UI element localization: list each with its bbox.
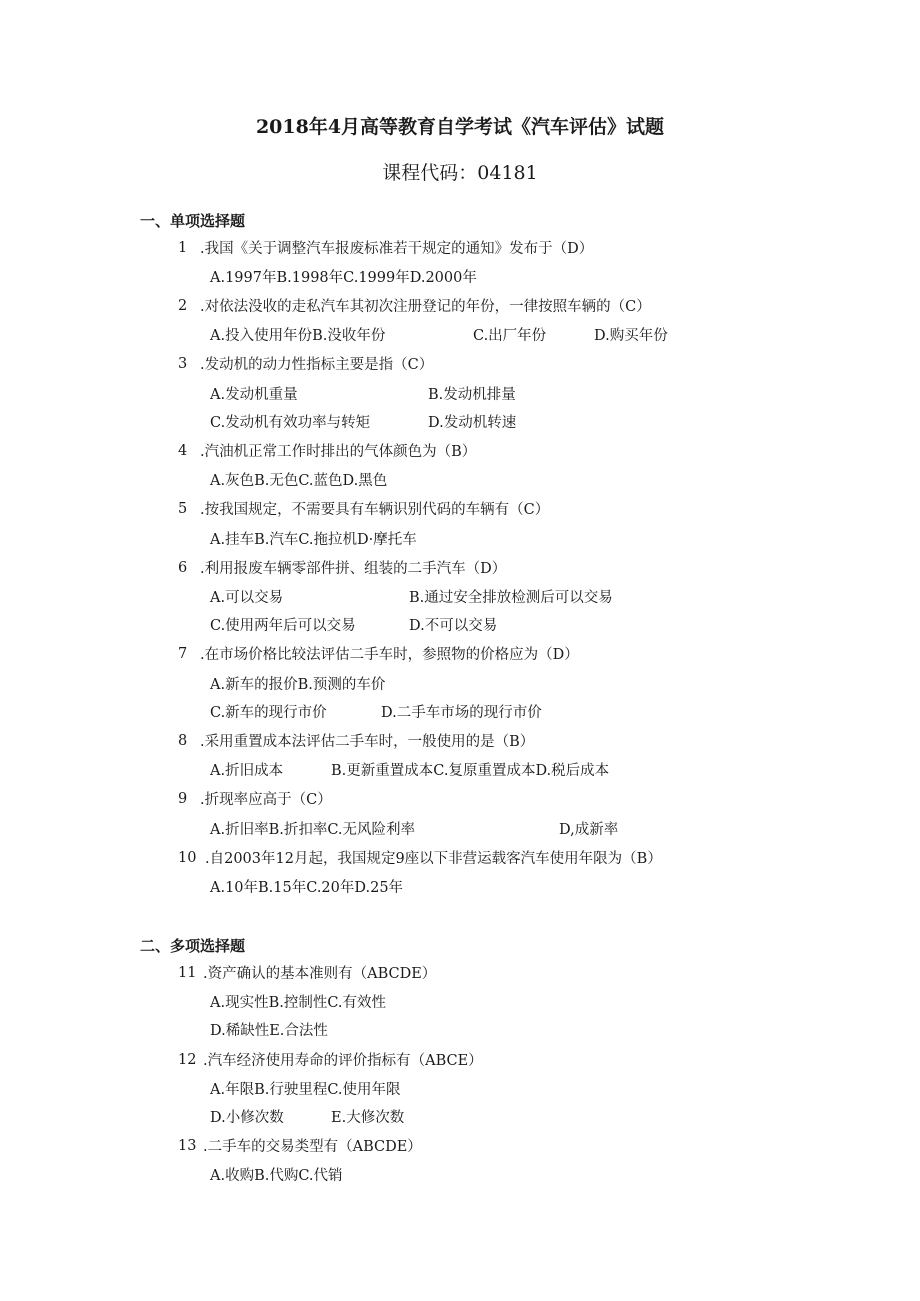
question-text: .在市场价格比较法评估二手车时，参照物的价格应为（D）: [200, 647, 579, 663]
question-text: .发动机的动力性指标主要是指（C）: [200, 357, 434, 373]
option-line: A.灰色B.无色C.蓝色D.黑色: [210, 473, 388, 489]
section-heading-multiple: 二、多项选择题: [140, 937, 246, 955]
question-number: 12: [178, 1052, 197, 1068]
question-text: .折现率应高于（C）: [200, 792, 332, 808]
course-code: 课程代码：04181: [382, 162, 538, 184]
question-text: .资产确认的基本准则有（ABCDE）: [203, 966, 437, 982]
option-line: D.稀缺性E.合法性: [210, 1023, 328, 1039]
question-number: 7: [178, 646, 188, 662]
option-a: A.可以交易: [210, 590, 284, 606]
question-number: 6: [178, 560, 188, 576]
option-line: A.折旧率B.折扣率C.无风险利率: [210, 822, 416, 838]
option-b: B.通过安全排放检测后可以交易: [409, 590, 613, 606]
question-number: 8: [178, 733, 188, 749]
option-line: A.收购B.代购C.代销: [210, 1168, 343, 1184]
option-d: D,成新率: [559, 822, 619, 838]
question-number: 2: [178, 298, 188, 314]
option-d: D.小修次数: [210, 1110, 284, 1126]
option-a: A.折旧成本: [210, 763, 284, 779]
question-number: 11: [178, 965, 197, 981]
option-c: C.出厂年份: [473, 328, 547, 344]
option-line: A.年限B.行驶里程C.使用年限: [210, 1082, 401, 1098]
option-a: A.发动机重量: [210, 387, 298, 403]
question-number: 1: [178, 240, 188, 256]
option-line: A.投入使用年份B.没收年份: [210, 328, 386, 344]
option-line: A.现实性B.控制性C.有效性: [210, 995, 387, 1011]
question-number: 10: [178, 850, 197, 866]
question-text: .对依法没收的走私汽车其初次注册登记的年份，一律按照车辆的（C）: [200, 299, 651, 315]
question-text: .我国《关于调整汽车报废标准若干规定的通知》发布于（D）: [200, 241, 594, 257]
option-c: C.发动机有效功率与转矩: [210, 415, 371, 431]
question-text: .二手车的交易类型有（ABCDE）: [203, 1139, 422, 1155]
question-number: 4: [178, 443, 188, 459]
option-d: D.二手车市场的现行市价: [381, 705, 542, 721]
question-number: 13: [178, 1138, 197, 1154]
page-title: 2018年4月高等教育自学考试《汽车评估》试题: [255, 116, 665, 138]
option-line: A.新车的报价B.预测的车价: [210, 677, 386, 693]
question-text: .汽油机正常工作时排出的气体颜色为（B）: [200, 444, 477, 460]
question-number: 3: [178, 356, 188, 372]
option-e: E.大修次数: [331, 1110, 405, 1126]
question-text: .自2003年12月起，我国规定9座以下非营运载客汽车使用年限为（B）: [205, 851, 662, 867]
option-line: A.1997年B.1998年C.1999年D.2000年: [210, 270, 477, 286]
option-c: C.新车的现行市价: [210, 705, 327, 721]
section-heading-single: 一、单项选择题: [140, 212, 246, 230]
question-number: 5: [178, 501, 188, 517]
option-line: A.10年B.15年C.20年D.25年: [210, 880, 404, 896]
option-d: D.不可以交易: [409, 618, 498, 634]
option-c: C.使用两年后可以交易: [210, 618, 356, 634]
question-text: .按我国规定，不需要具有车辆识别代码的车辆有（C）: [200, 502, 550, 518]
question-text: .利用报废车辆零部件拼、组装的二手汽车（D）: [200, 561, 507, 577]
option-b: B.发动机排量: [428, 387, 516, 403]
option-d: D.购买年份: [594, 328, 668, 344]
option-d: D.发动机转速: [428, 415, 517, 431]
option-b: B.更新重置成本C.复原重置成本D.税后成本: [331, 763, 610, 779]
question-text: .汽车经济使用寿命的评价指标有（ABCE）: [203, 1053, 483, 1069]
question-text: .采用重置成本法评估二手车时，一般使用的是（B）: [200, 734, 535, 750]
option-line: A.挂车B.汽车C.拖拉机D·摩托车: [210, 532, 417, 548]
question-number: 9: [178, 791, 188, 807]
